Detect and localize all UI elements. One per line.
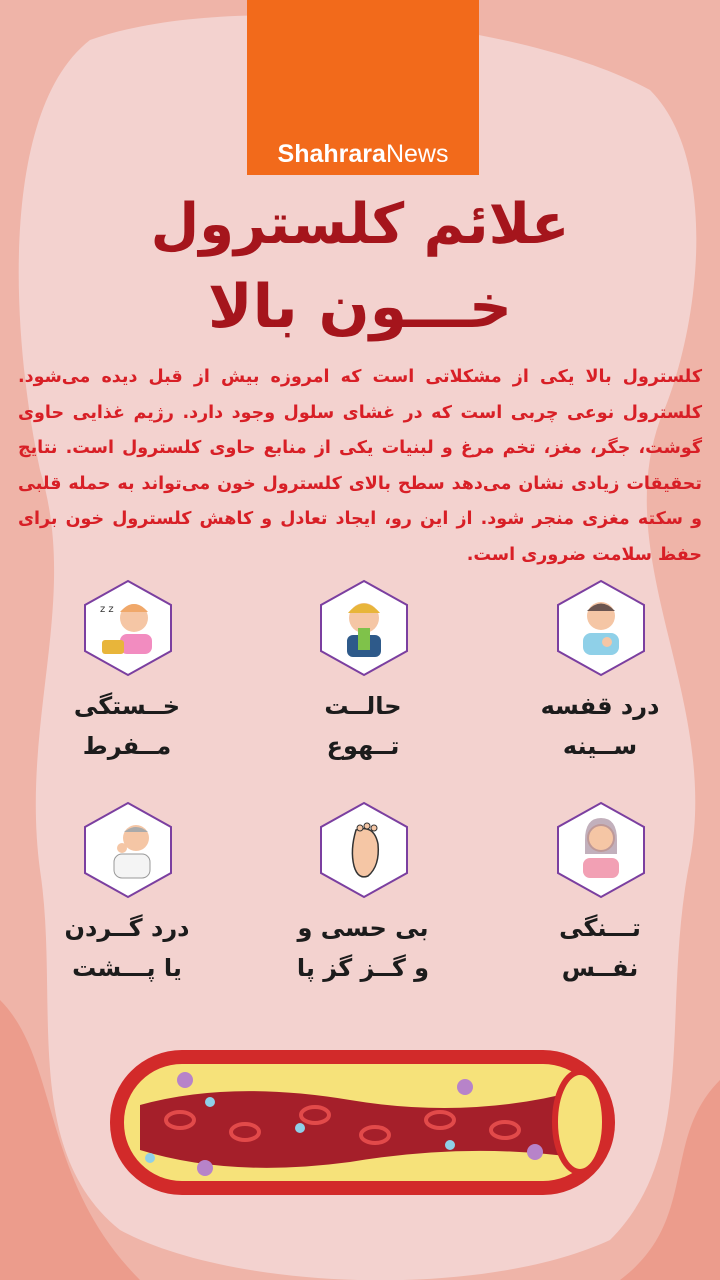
page-title-line-2: خـــون بالا: [207, 272, 513, 342]
brand-logo-text: ShahraraNews: [277, 140, 449, 168]
symptom-label: خــستگی مــفرط: [73, 692, 181, 760]
symptom-label: حالــت تــهوع: [324, 692, 402, 760]
svg-text:z z: z z: [100, 604, 114, 615]
foot-numbness-icon: [314, 800, 414, 900]
neck-back-pain-icon: [78, 800, 178, 900]
nausea-icon: [314, 578, 414, 678]
intro-paragraph: کلسترول بالا یکی از مشکلاتی است که امروزه بیش از قبل دیده می‌شود. کلسترول نوعی چربی است که در غشای سلول وجود دارد. رژیم غذایی حاوی گوشت، جگر، مغز، تخم مرغ و لبنیات یکی از منابع حاوی کلسترول است. نتایج تحقیقات زیادی نشان می‌دهد سطح بالای کلسترول خون می‌تواند به حمله قلبی و سکته مغزی منجر شود. از این رو، ایجاد تعادل و کاهش کلسترول خون برای حفظ سلامت ضروری است.: [18, 367, 702, 565]
page-title-line-1: علائم کلسترول: [150, 192, 570, 257]
symptom-label: بی حسی و و گــز گز پا: [296, 914, 430, 982]
symptom-label: تـــنگی نفــس: [559, 914, 641, 982]
brand-logo-box: [247, 0, 479, 175]
clogged-artery-illustration: [110, 1050, 615, 1195]
chest-pain-icon: [551, 578, 651, 678]
symptom-label: درد قفسه ســینه: [540, 692, 660, 760]
shortness-of-breath-icon: [551, 800, 651, 900]
fatigue-icon: [78, 578, 178, 678]
symptom-label: درد گــردن یا پـــشت: [64, 914, 190, 982]
